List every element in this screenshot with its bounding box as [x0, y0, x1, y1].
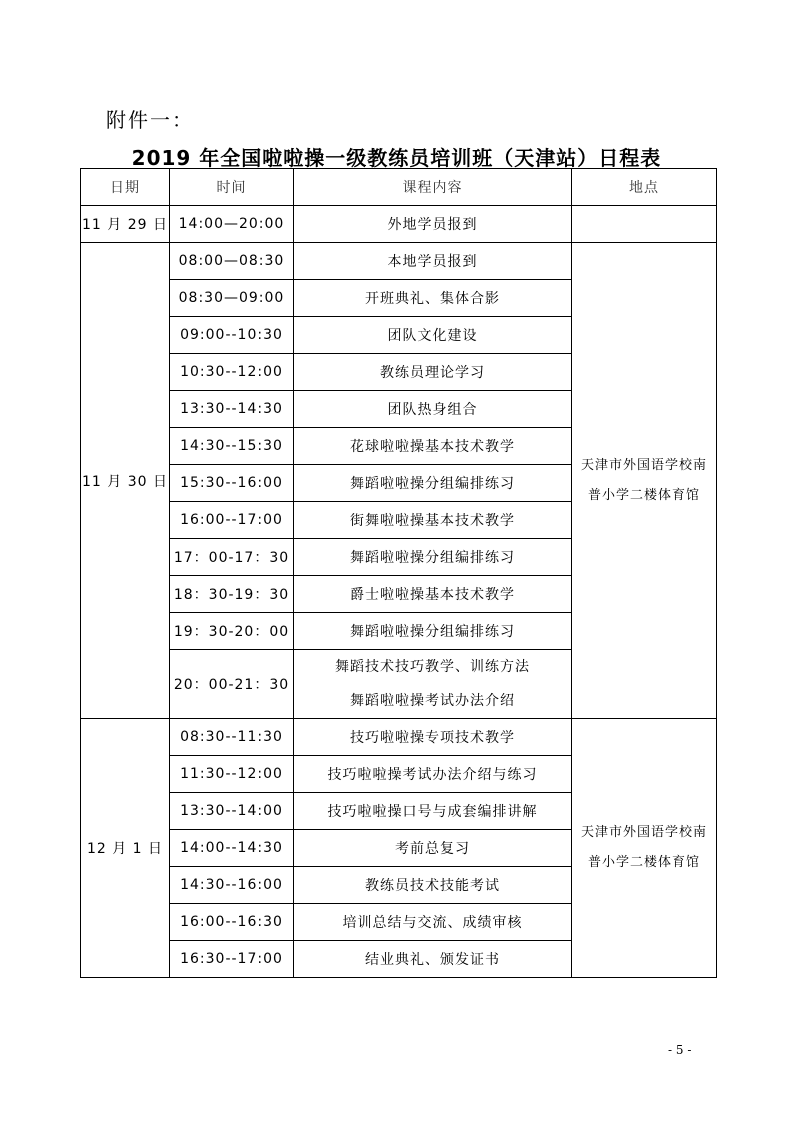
venue-line: 天津市外国语学校南: [580, 825, 707, 840]
content-line: 舞蹈啦啦操考试办法介绍: [350, 693, 515, 709]
venue-cell: [572, 719, 717, 978]
time-cell: 14:00—20:00: [170, 206, 294, 243]
content-cell: 团队热身组合: [294, 391, 572, 428]
time-cell: 16:00--16:30: [170, 904, 294, 941]
venue-line: 普小学二楼体育馆: [587, 855, 700, 870]
column-header-venue: 地点: [572, 169, 717, 206]
column-header-date: 日期: [81, 169, 170, 206]
content-cell: 团队文化建设: [294, 317, 572, 354]
time-cell: 16:30--17:00: [170, 941, 294, 978]
time-cell: 16:00--17:00: [170, 502, 294, 539]
time-cell: 13:30--14:30: [170, 391, 294, 428]
page-title: 2019 年全国啦啦操一级教练员培训班（天津站）日程表: [131, 146, 662, 170]
content-cell: 舞蹈啦啦操分组编排练习: [294, 613, 572, 650]
column-header-time: 时间: [170, 169, 294, 206]
venue-line: 天津市外国语学校南: [580, 457, 707, 473]
content-cell: 教练员理论学习: [294, 354, 572, 391]
table-row: [81, 243, 717, 280]
time-cell: 19：30-20：00: [170, 613, 294, 650]
venue-cell: [572, 206, 717, 243]
time-cell: 08:00—08:30: [170, 243, 294, 280]
content-cell: 培训总结与交流、成绩审核: [294, 904, 572, 941]
content-cell: 花球啦啦操基本技术教学: [294, 428, 572, 465]
date-cell: 11 月 30 日: [81, 243, 170, 719]
venue-cell: [572, 243, 717, 719]
time-cell: 20：00-21：30: [170, 650, 294, 719]
time-cell: 14:30--16:00: [170, 867, 294, 904]
content-cell: 技巧啦啦操专项技术教学: [294, 719, 572, 756]
table-row: [81, 206, 717, 243]
content-cell: 考前总复习: [294, 830, 572, 867]
date-cell: 12 月 1 日: [81, 719, 170, 978]
content-cell: 技巧啦啦操口号与成套编排讲解: [294, 793, 572, 830]
time-cell: 11:30--12:00: [170, 756, 294, 793]
time-cell: 10:30--12:00: [170, 354, 294, 391]
content-cell: 舞蹈啦啦操分组编排练习: [294, 539, 572, 576]
time-cell: 14:30--15:30: [170, 428, 294, 465]
content-cell: [294, 650, 572, 719]
attachment-label: 附件一：: [106, 108, 194, 132]
time-cell: 09:00--10:30: [170, 317, 294, 354]
time-cell: 15:30--16:00: [170, 465, 294, 502]
page-number: - 5 -: [668, 1043, 692, 1057]
content-cell: 教练员技术技能考试: [294, 867, 572, 904]
content-cell: 技巧啦啦操考试办法介绍与练习: [294, 756, 572, 793]
date-cell: 11 月 29 日: [81, 206, 170, 243]
time-cell: 18：30-19：30: [170, 576, 294, 613]
content-cell: 外地学员报到: [294, 206, 572, 243]
table-header-row: [81, 169, 717, 206]
table-row: [81, 719, 717, 756]
content-cell: 本地学员报到: [294, 243, 572, 280]
content-cell: 街舞啦啦操基本技术教学: [294, 502, 572, 539]
content-line: 舞蹈技术技巧教学、训练方法: [335, 659, 530, 675]
time-cell: 14:00--14:30: [170, 830, 294, 867]
content-cell: 结业典礼、颁发证书: [294, 941, 572, 978]
schedule-table: [80, 168, 717, 978]
content-cell: 爵士啦啦操基本技术教学: [294, 576, 572, 613]
content-cell: 开班典礼、集体合影: [294, 280, 572, 317]
time-cell: 13:30--14:00: [170, 793, 294, 830]
column-header-content: 课程内容: [294, 169, 572, 206]
time-cell: 17：00-17：30: [170, 539, 294, 576]
time-cell: 08:30--11:30: [170, 719, 294, 756]
content-cell: 舞蹈啦啦操分组编排练习: [294, 465, 572, 502]
venue-line: 普小学二楼体育馆: [587, 487, 700, 503]
time-cell: 08:30—09:00: [170, 280, 294, 317]
